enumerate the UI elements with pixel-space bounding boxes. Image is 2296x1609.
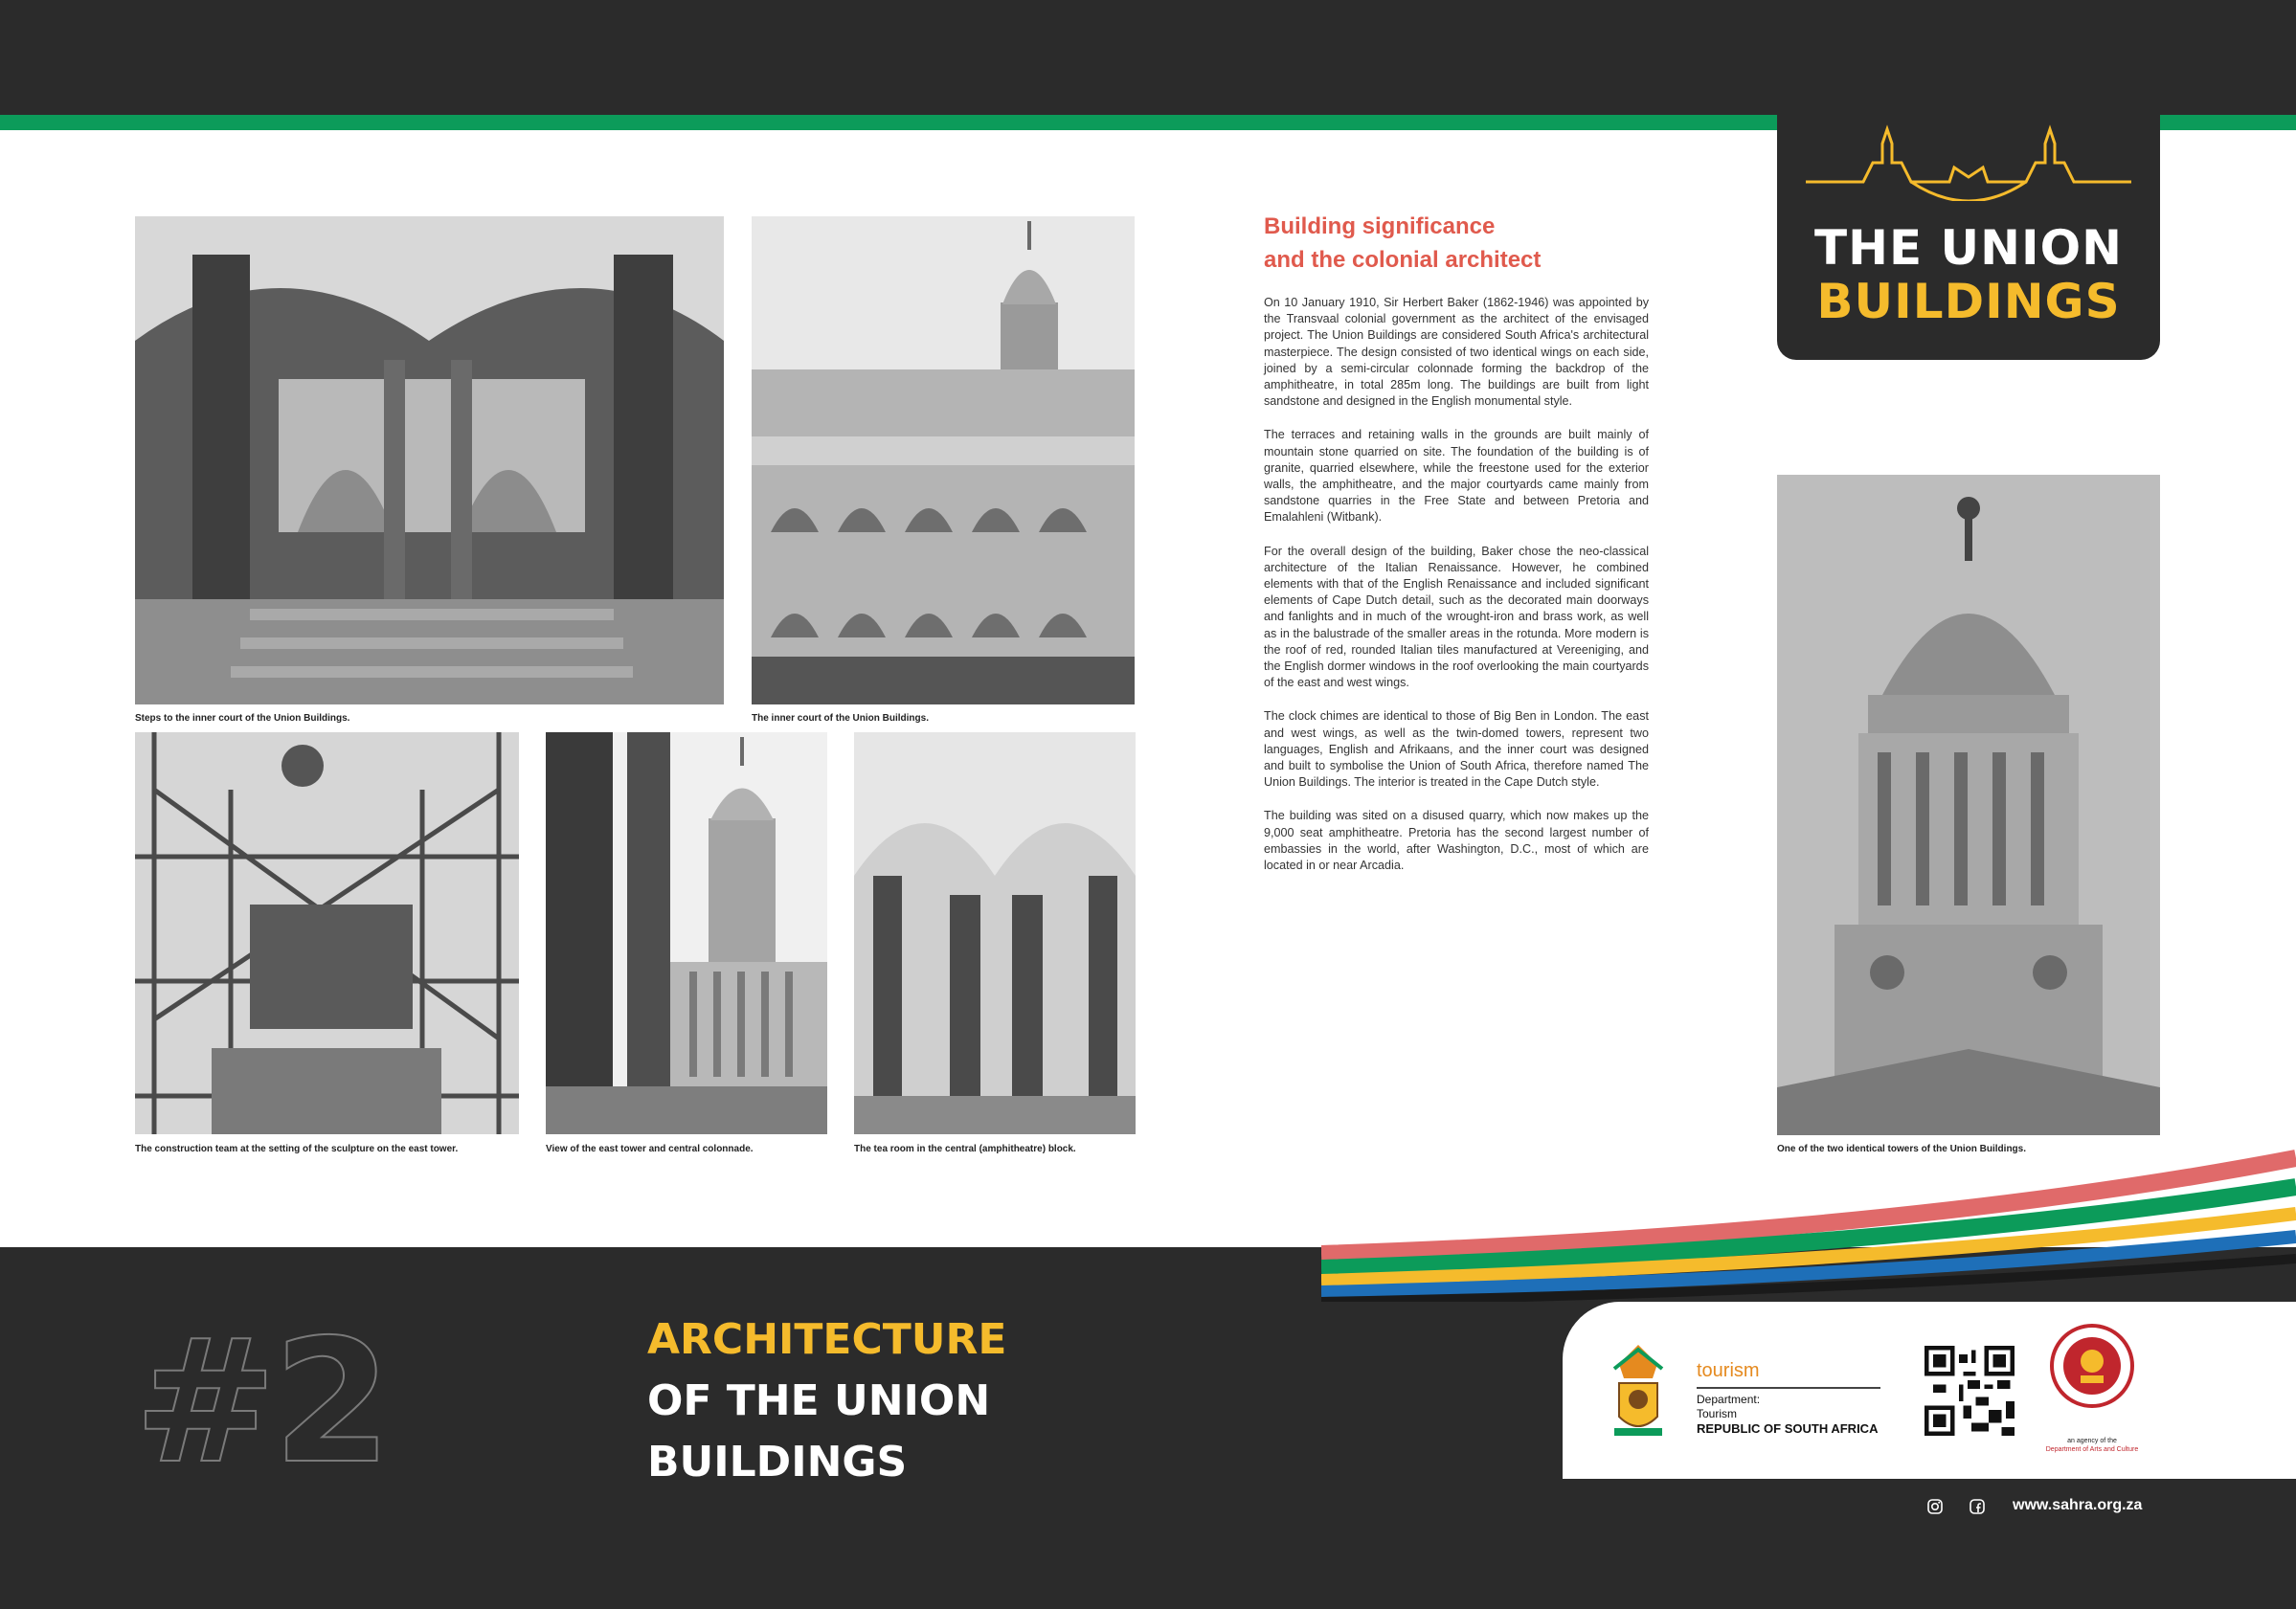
footer-title-line-2: OF THE UNION: [647, 1376, 991, 1425]
footer-title-line-1: ARCHITECTURE: [647, 1315, 1007, 1364]
caption-construction: The construction team at the setting of the sculpture on the east tower.: [135, 1144, 459, 1154]
paragraph: For the overall design of the building, Baker chose the neo-classical architecture of the Italian Renaissance. However, he combined elements with that of the English Renaissance and included significant elements of Cape Dutch detail, such as the decorated main doorways and fanlights and in much of the wrought-iron and brass work, as well as in the balustrade of the smaller areas in the rotunda. More modern is the roof of red, rounded Italian tiles manufactured at Vereeniging, and the English dormer windows in the roof overlooking the main courtyards of the east and west wings.: [1264, 544, 1649, 690]
caption-tower: One of the two identical towers of the Union Buildings.: [1777, 1144, 2026, 1154]
caption-east-tower: View of the east tower and central colonnade.: [546, 1144, 754, 1154]
caption-inner-court: The inner court of the Union Buildings.: [752, 713, 929, 724]
flag-stripes-decoration: [1321, 1129, 2296, 1302]
department-name: Tourism: [1697, 1407, 1738, 1420]
republic-label: REPUBLIC OF SOUTH AFRICA: [1697, 1421, 1879, 1436]
heading-line-2: and the colonial architect: [1264, 247, 1542, 273]
photo-east-tower-colonnade: [546, 732, 827, 1134]
photo-inner-court: [752, 216, 1135, 704]
paragraph: On 10 January 1910, Sir Herbert Baker (1862-1946) was appointed by the Transvaal colonial government as the architect of the envisaged project. The Union Buildings are considered South Africa's architectural masterpiece. The design consisted of two identical wings on each side, joined by a semi-circular colonnade forming the backdrop of the amphitheatre, in total 285m long. The buildings are built from light sandstone and designed in the English monumental style.: [1264, 296, 1649, 409]
section-number: #2: [134, 1303, 388, 1501]
article-body: [1264, 295, 1649, 891]
department-label: Department:: [1697, 1393, 1761, 1406]
photo-tea-room: [854, 732, 1136, 1134]
paragraph: The clock chimes are identical to those of Big Ben in London. The east and west wings, as well as the twin-domed towers, represent two languages, English and Afrikaans, and the inner court was designed and built to symbolise the Union of South Africa, therefore named The Union Buildings. The interior is treated in the Cape Dutch style.: [1264, 709, 1649, 790]
photo-construction-team: [135, 732, 519, 1134]
qr-code-icon[interactable]: [1925, 1346, 2015, 1436]
article-heading: [1264, 210, 1666, 277]
title-line-1: THE UNION: [1814, 220, 2123, 276]
tourism-wordmark: tourism: [1697, 1360, 1760, 1381]
sahra-department-note: Department of Arts and Culture: [2045, 1446, 2139, 1453]
coat-of-arms-icon: [1605, 1340, 1672, 1445]
facebook-icon[interactable]: [1969, 1498, 1986, 1515]
caption-tea-room: The tea room in the central (amphitheatre) block.: [854, 1144, 1076, 1154]
footer-title-line-3: BUILDINGS: [647, 1438, 908, 1486]
sahra-logo-icon: [2049, 1323, 2135, 1409]
heading-line-1: Building significance: [1264, 213, 1496, 239]
tourism-divider: [1697, 1387, 1880, 1389]
title-line-2: BUILDINGS: [1816, 274, 2121, 329]
instagram-icon[interactable]: [1926, 1498, 1944, 1515]
paragraph: The building was sited on a disused quarry, which now makes up the 9,000 seat amphitheatre. Pretoria has the second largest number of embassies in the world, after Washington, D.C., most of which are located in or near Arcadia.: [1264, 809, 1649, 873]
photo-tower: [1777, 475, 2160, 1135]
logo-panel: [1563, 1302, 2296, 1479]
paragraph: The terraces and retaining walls in the grounds are built mainly of mountain stone quarried on site. The foundation of the building is of granite, quarried elsewhere, while the freestone used for the exterior walls, the amphitheatre, and the major courtyards came mainly from sandstone quarries in the Free State and between Pretoria and Emalahleni (Witbank).: [1264, 428, 1649, 525]
caption-steps: Steps to the inner court of the Union Buildings.: [135, 713, 350, 724]
title-card: [1777, 0, 2160, 360]
photo-steps-inner-court: [135, 216, 724, 704]
sahra-agency-note: an agency of the: [2067, 1438, 2117, 1444]
skyline-logo-icon: [1806, 124, 2131, 201]
website-link[interactable]: www.sahra.org.za: [2013, 1497, 2143, 1513]
